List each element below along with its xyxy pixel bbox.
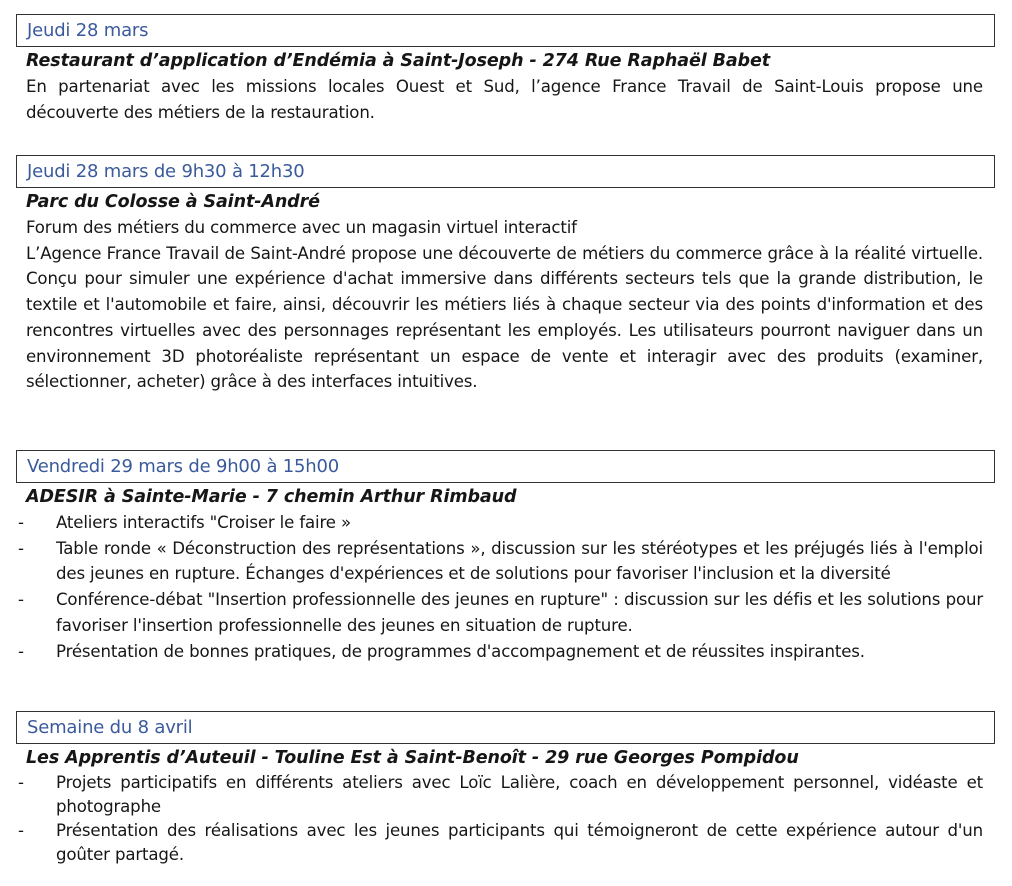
bullet-dash: -	[18, 538, 24, 558]
event-bullet-list	[16, 510, 995, 664]
event-subtitle: Forum des métiers du commerce avec un magasin virtuel interactif	[26, 218, 577, 237]
event-bullet-list	[16, 771, 995, 867]
event-section-3	[16, 450, 995, 664]
event-section-1	[16, 14, 995, 125]
event-title: Restaurant d’application d’Endémia à Saint-Joseph - 274 Rue Raphaël Babet	[26, 51, 771, 71]
event-section-4	[16, 711, 995, 867]
bullet-dash: -	[18, 513, 24, 532]
list-item	[16, 536, 995, 587]
event-date: Vendredi 29 mars de 9h00 à 15h00	[16, 450, 995, 483]
event-title: Parc du Colosse à Saint-André	[26, 192, 320, 212]
event-description: En partenariat avec les missions locales Ouest et Sud, l’agence France Travail de Saint-Louis propose une découverte des métiers de la restauration.	[26, 77, 983, 122]
list-item	[16, 510, 995, 536]
list-item-text: Présentation des réalisations avec les jeunes participants qui témoigneront de cette expérience autour d'un goûter partagé.	[56, 821, 983, 864]
list-item	[16, 819, 995, 867]
event-title: Les Apprentis d’Auteuil - Touline Est à Saint-Benoît - 29 rue Georges Pompidou	[26, 748, 799, 768]
list-item-text: Présentation de bonnes pratiques, de programmes d'accompagnement et de réussites inspirantes.	[56, 641, 865, 661]
list-item-text: Projets participatifs en différents ateliers avec Loïc Lalière, coach en développement personnel, vidéaste et photographe	[56, 773, 983, 816]
list-item-text: Conférence-débat "Insertion professionnelle des jeunes en rupture" : discussion sur les défis et les solutions pour favoriser l'insertion professionnelle des jeunes en situation de rupture.	[56, 590, 983, 635]
list-item	[16, 771, 995, 819]
event-date: Semaine du 8 avril	[16, 711, 995, 744]
bullet-dash: -	[18, 773, 24, 792]
event-section-2	[16, 155, 995, 395]
bullet-dash: -	[18, 590, 24, 610]
list-item-text: Table ronde « Déconstruction des représentations », discussion sur les stéréotypes et les préjugés liés à l'emploi des jeunes en rupture. Échanges d'expériences et de solutions pour favoriser l'inclusion et la diversité	[56, 538, 983, 584]
list-item	[16, 587, 995, 638]
event-description: L’Agence France Travail de Saint-André propose une découverte de métiers du commerce grâce à la réalité virtuelle. Conçu pour simuler une expérience d'achat immersive dans différents secteurs tels que la grande distribution, le textile et l'automobile et faire, ainsi, découvrir les métiers liés à chaque secteur via des points d'information et des rencontres virtuelles avec des personnages représentant les employés. Les utilisateurs pourront naviguer dans un environnement 3D photoréaliste représentant un espace de vente et interagir avec des produits (examiner, sélectionner, acheter) grâce à des interfaces intuitives.	[26, 243, 983, 392]
bullet-dash: -	[18, 821, 24, 840]
bullet-dash: -	[18, 641, 24, 661]
list-item-text: Ateliers interactifs "Croiser le faire »	[56, 513, 351, 532]
list-item	[16, 639, 995, 665]
event-title: ADESIR à Sainte-Marie - 7 chemin Arthur Rimbaud	[26, 487, 517, 507]
event-date: Jeudi 28 mars de 9h30 à 12h30	[16, 155, 995, 188]
event-date: Jeudi 28 mars	[16, 14, 995, 47]
